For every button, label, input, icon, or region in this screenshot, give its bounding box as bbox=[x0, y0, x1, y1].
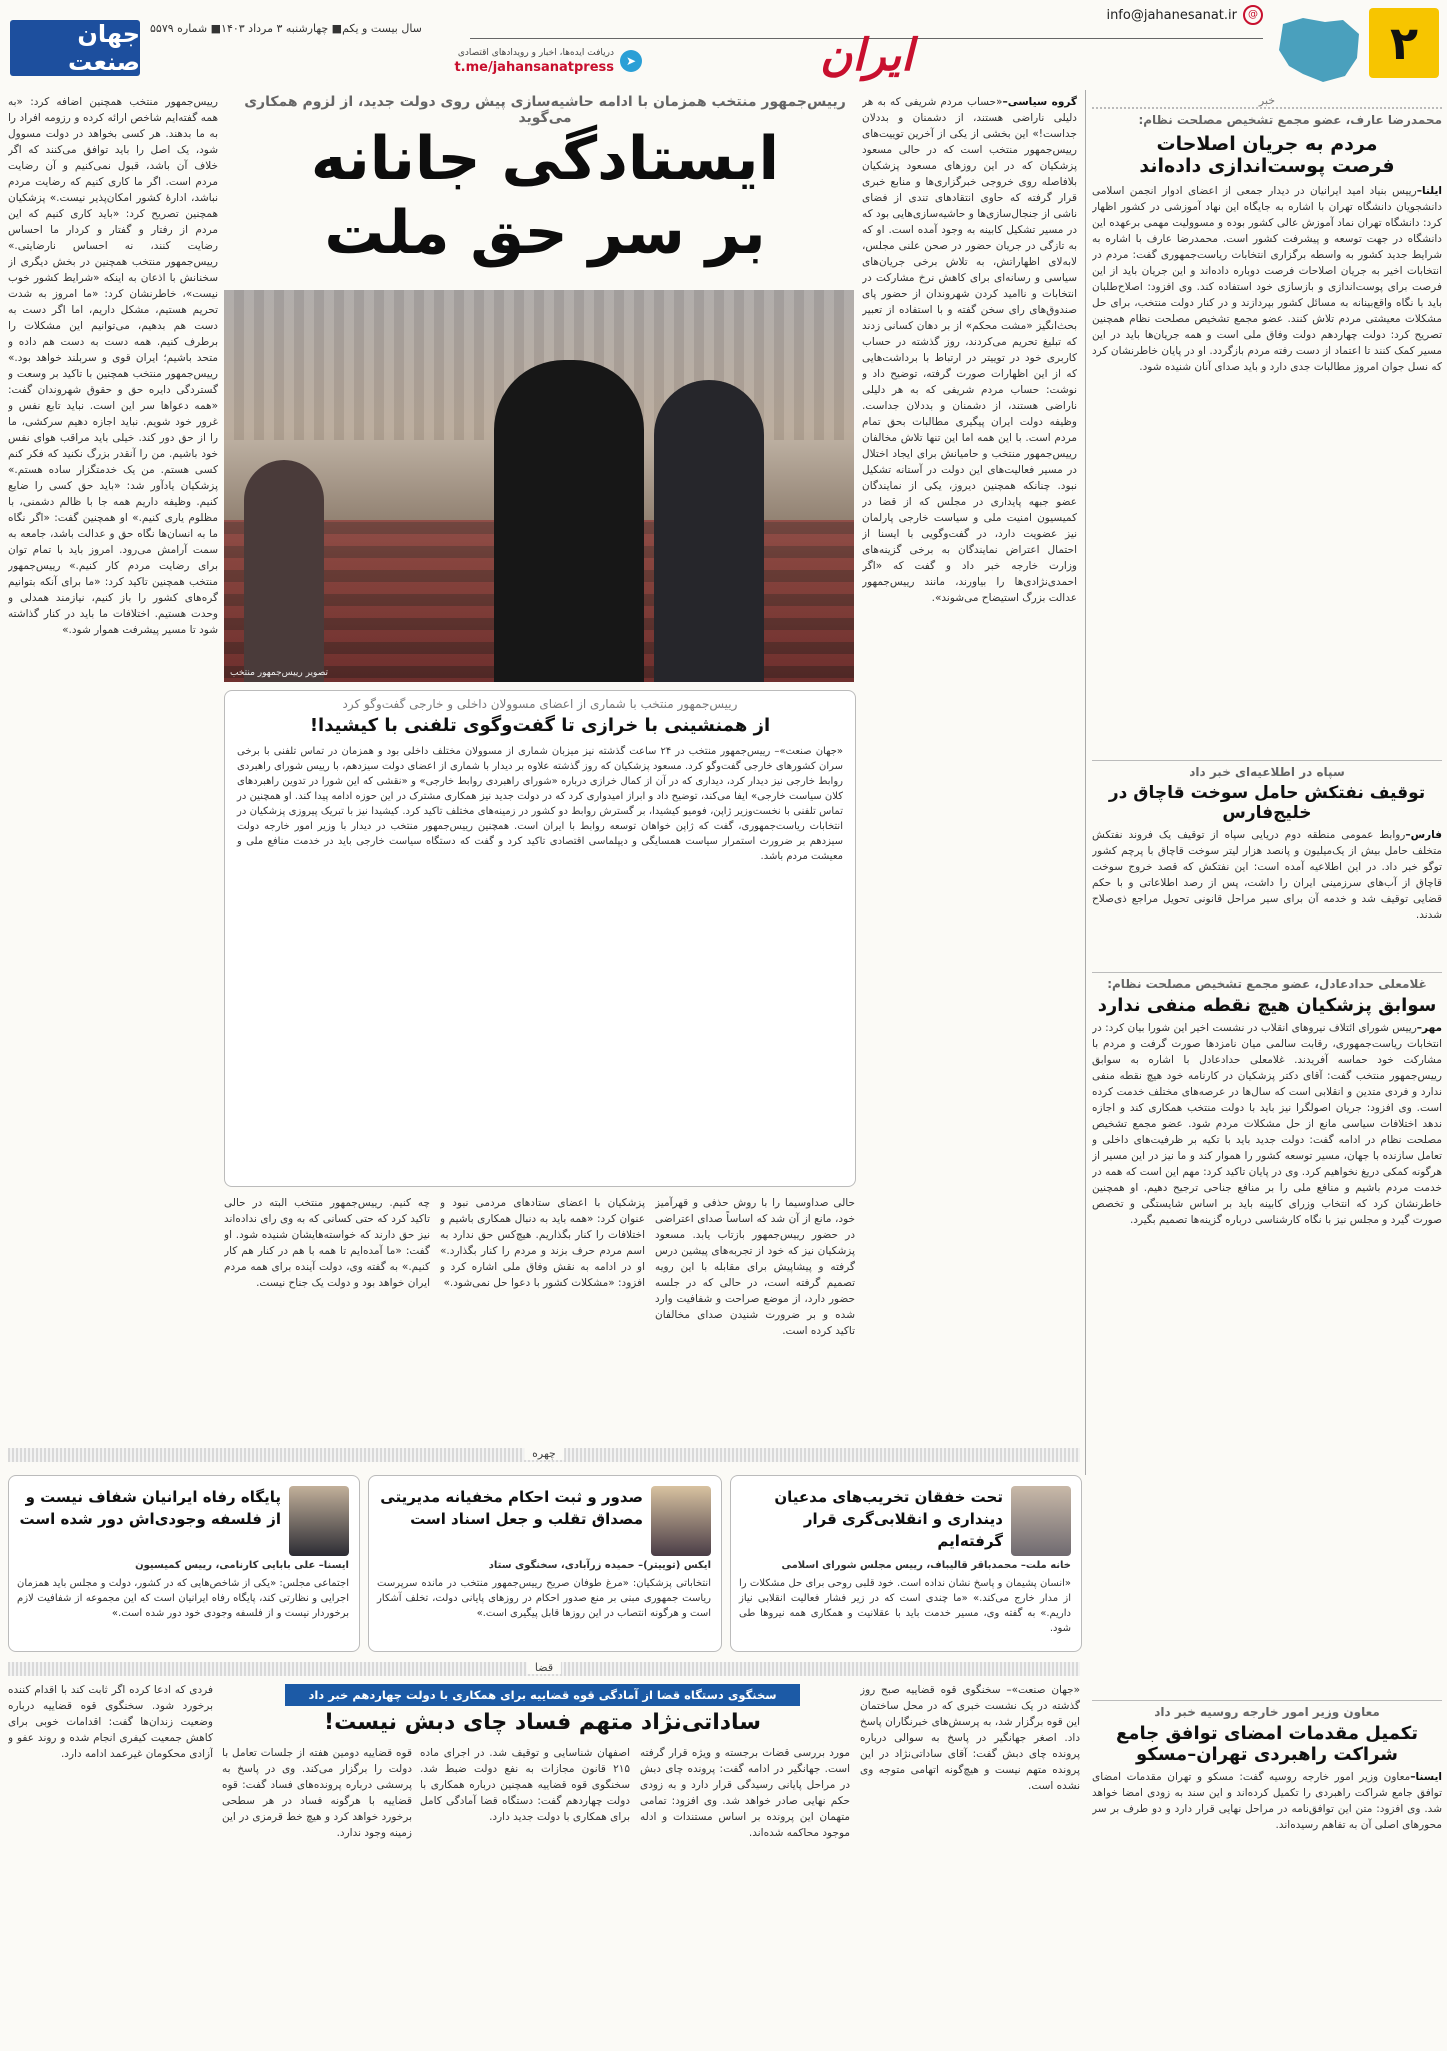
sidebar-news-3-title: سوابق پزشکیان هیچ نقطه منفی ندارد bbox=[1097, 995, 1437, 1016]
sidebar-news-4-title-1: تکمیل مقدمات امضای توافق جامع bbox=[1116, 1723, 1418, 1744]
sidebar-news-4-body bbox=[1092, 1769, 1442, 1833]
sidebar-news-4-lead: ایسنا– bbox=[1410, 1771, 1442, 1783]
judiciary-title: ساداتی‌نژاد متهم فساد چای دبش نیست! bbox=[324, 1710, 761, 1735]
judiciary-col-3 bbox=[420, 1745, 630, 2045]
judiciary-col-2-text: مورد بررسی قضات برجسته و ویژه قرار گرفته است. جهانگیر در ادامه گفت: پرونده چای دبش در مراحل پایانی رسیدگی قرار دارد و به زودی حکم نهایی صادر خواهد شد. وی افزود: تمامی متهمان این پرونده بر اساس مستندات و ادله موجود محاکمه شده‌اند. bbox=[640, 1747, 850, 1839]
judiciary-col-4 bbox=[222, 1745, 412, 2045]
sidebar-news-4-kicker: معاون وزیر امور خارجه روسیه خبر داد bbox=[1092, 1700, 1442, 1719]
main-column-center bbox=[862, 94, 1077, 1189]
boxed-story-text: «جهان صنعت»– رییس‌جمهور منتخب در ۲۴ ساعت گذشته نیز میزبان شماری از مسوولان مختلف داخلی بود و همزمان در تماس تلفنی با برخی سران کشورهای خارجی گفت‌وگو کرد. مسعود پزشکیان که روز گذشته علاوه بر دیدار با شماری از اعضای دولت سیزدهم، با رییس شورای راهبردی روابط خارجی نیز دیدار کرد، دیداری که در آن از کمال خرازی درباره «شورای راهبردی روابط خارجی» و «نقشی که این شورا در تدوین راهبردهای کلان سیاست خارجی» ایفا می‌کند، توضیح داد و ابراز امیدواری کرد که در دولت جدید نیز همکاری مشترک در این حوزه ادامه پیدا کند. او همچنین در تماس تلفنی با نخست‌وزیر ژاپن، فومیو کیشیدا، بر گسترش روابط دو کشور در زمینه‌های مختلف تاکید کرد. کیشیدا نیز با تبریک پیروزی پزشکیان در انتخابات ریاست‌جمهوری، گفت که ژاپن خواهان توسعه روابط با ایران است. همچنین رییس‌جمهور منتخب در دیدار با وزیر امور خارجه دولت سیزدهم بر ضرورت استمرار سیاست همسایگی و دیپلماسی اقتصادی تاکید کرد و گفت که دستگاه سیاست خارجی باید در خدمت منافع ملی و معیشت مردم باشد. bbox=[237, 746, 844, 862]
sidebar-news-2-kicker: سپاه در اطلاعیه‌ای خبر داد bbox=[1092, 760, 1442, 779]
main-column-center-lead: گروه سیاسی– bbox=[1002, 96, 1077, 108]
main-bottom-col-2 bbox=[440, 1195, 645, 1435]
main-bottom-col-1-text: حالی صداوسیما را با روش حذفی و قهرآمیز خود، مانع از آن شد که اساساً صدای اعتراضی در حضور رییس‌جمهور بازتاب یابد. مسعود پزشکیان نیز که خود از تجربه‌های پیشین درس گرفته و پیشاپیش برای مقابله با این رویه تصمیم گرفته است، در حالی که در جلسه حضور دارد، از موضع صراحت و شفافیت وارد شده و بر ضرورت شنیدن صدای مخالفان تاکید کرده است. bbox=[655, 1197, 855, 1337]
telegram-link[interactable]: t.me/jahansanatpress bbox=[454, 60, 614, 75]
telegram-block[interactable] bbox=[452, 48, 642, 78]
sidebar-news-4-text: معاون وزیر امور خارجه روسیه گفت: مسکو و تهران مقدمات امضای توافق جامع شراکت راهبردی را تکمیل کرده‌اند و این سند به زودی امضا خواهد شد. وی افزود: متن این توافق‌نامه در مراحل نهایی قرار دارد و دو طرف بر سر محورهای اصلی آن به تفاهم رسیده‌اند. bbox=[1092, 1771, 1442, 1831]
boxed-story bbox=[224, 690, 856, 1187]
masthead-logo bbox=[10, 20, 140, 76]
sidebar-news-3-kicker: غلامعلی حدادعادل، عضو مجمع تشخیص مصلحت نظام: bbox=[1092, 972, 1442, 991]
email-row bbox=[1106, 4, 1263, 26]
face-card-3-byline: ایسنا– علی بابایی کارنامی، رییس کمیسیون bbox=[135, 1560, 349, 1571]
photo-figure-center bbox=[494, 360, 644, 682]
page-number: ۲ bbox=[1389, 16, 1419, 70]
section-title: ایران bbox=[820, 30, 914, 81]
sidebar-news-2 bbox=[1092, 760, 1442, 965]
iran-map-icon bbox=[1273, 14, 1365, 86]
page-header bbox=[0, 0, 1447, 90]
face-card-2-title: صدور و ثبت احکام مخفیانه مدیریتی مصداق تقلب و جعل اسناد است bbox=[380, 1488, 643, 1528]
sidebar-news-3-body bbox=[1092, 1020, 1442, 1228]
main-headline bbox=[225, 122, 865, 270]
judiciary-section-bar bbox=[8, 1662, 1080, 1676]
face-card-2-byline: ایکس (توییتر)– حمیده زرآبادی، سخنگوی ستاد bbox=[488, 1560, 711, 1571]
face-card-1-title: تحت خفقان تخریب‌های مدعیان دینداری و انقلابی‌گری قرار گرفته‌ایم bbox=[774, 1488, 1003, 1550]
boxed-story-title: از همنشینی با خرازی تا گفت‌وگوی تلفنی با کیشیدا! bbox=[309, 715, 771, 736]
photo-caption: تصویر رییس‌جمهور منتخب bbox=[230, 668, 329, 678]
main-bottom-col-3-text: چه کنیم. رییس‌جمهور منتخب البته در حالی تاکید کرد که حتی کسانی که به وی رای نداده‌اند نیز حق دارند که خواسته‌هایشان شنیده شود. او گفت: «ما آمده‌ایم تا همه با هم در کنار هم کار کنیم.» به گفته وی، دولت آینده برای همه مردم ایران خواهد بود و دولت یک جناح نیست. bbox=[224, 1197, 430, 1289]
face-card-1-avatar bbox=[1011, 1486, 1071, 1556]
main-column-left-text: رییس‌جمهور منتخب همچنین اضافه کرد: «به همه گفته‌ایم شاخص ارائه کرده و رزومه افراد را به ما بدهند. هر کسی بخواهد در دولت مسوول شود، یک اصل را باید توافق می‌کنند که اگر خلاف آن باشد، قبول نمی‌کنیم و آن رضایت مردم است. اگر ما کاری کنیم که رضایت مردم نباشد، ادارهٔ کشور امکان‌پذیر نیست.» پزشکیان همچنین تصریح کرد: «باید کاری کنیم که این مردم از رفتار و گفتار و کردار ما احساس رضایت کنند، نه احساس نارضایتی.» رییس‌جمهور منتخب همچنین در بخش دیگری از سخنانش با اذعان به اینکه «شرایط کشور خوب نیست»، خاطرنشان کرد: «ما امروز به شدت تحریم هستیم، مشکل داریم، اما اگر دست به دست هم بدهیم، می‌توانیم این مشکلات را برطرف کنیم. همه دست به دست هم داده و متحد باشیم؛ ایران قوی و سربلند خواهد بود.» رییس‌جمهور منتخب همچنین با تاکید بر وسعت و گستردگی دایره حق و حقوق شهروندان گفت: «همه دعواها سر این است. نباید تابع نفس و غرور خود شویم. نباید اجازه دهیم سرکشی، ما را از حق دور کند. خیلی باید مراقب هوای نفس خود باشیم. من را آنقدر بزرگ نکنید که فکر کنم کسی هستم. من یک خدمتگزار ساده هستم.» پزشکیان یادآور شد: «باید حق کسی را ضایع کنیم. وظیفه داریم همه جا با ظالم دشمنی، با مظلوم یاری کنیم.» او همچنین گفت: «اگر نگاه ما به انسان‌ها نگاه حق و عدالت باشد، جامعه به سمت آرامش می‌رود. امروز باید با تمام توان برای رضایت مردم کار کنیم.» رییس‌جمهور منتخب همچنین تاکید کرد: «ما برای آنکه بتوانیم گره‌های کشور را باز کنیم، نیازمند همدلی و وحدت هستیم. اختلافات ما باید در کنار گذاشته شود تا مسیر پیشرفت هموار شود.» bbox=[8, 96, 218, 636]
sidebar-news-1-title-1: مردم به جریان اصلاحات bbox=[1156, 133, 1378, 155]
main-column-center-body bbox=[862, 94, 1077, 606]
main-column-center-text: «حساب مردم شریفی که به هر دلیلی ناراضی هستند، از دشمنان و بددلان جداست!» این بخشی از یکی از آخرین توییت‌های رییس‌جمهور منتخب است که در حالی مسعود پزشکیان که در این روزهای مسعود پزشکیان بلافاصله روی خروجی خبرگزاری‌ها و منابع خبری قرار گرفته که حاوی انتقادهای تندی از فضای ناشی از جنجال‌سازی‌ها و حاشیه‌سازی‌هایی بود که در مسیر تشکیل کابینه به وجود آمده است. او که به تازگی در جریان حضور در صحن علنی مجلس، لابه‌لای اظهاراتش، به تلاش برخی جریان‌های سیاسی و رسانه‌ای برای کاهش نرخ مشارکت در انتخابات و ناامید کردن شهروندان از حضور پای صندوق‌های رای سخن گفته و با استفاده از تعبیر بحث‌انگیز «مشت محکم» از بر دهان کسانی زدند که تبلیغ تحریم می‌کردند، روز گذشته در حساب کاربری خود در توییتر در ارتباط با برداشت‌هایی که از این اظهارات صورت گرفته، توضیح داد و نوشت: حساب مردم شریفی که به هر دلیلی ناراضی هستند، از دشمنان و بددلان جداست. وظیفه دولت ایران پیگیری مطالبات بحق تمام مردم است. با این همه اما این تنها تلاش مخالفان رییس‌جمهور منتخب و حامیانش برای ایجاد اختلال در مسیر فعالیت‌های این دولت در آستانه تشکیل نبود. چنانکه همچنین دیروز، یکی از نمایندگان عضو جبهه پایداری در مجلس که از قضا در کمیسیون امنیت ملی و سیاست خارجی پارلمان نیز عضویت دارد، در گفت‌وگویی با ایسنا از احتمال اعتراض نمایندگان به برخی گزینه‌های وزارت خارجه خبر داد و گفت که «اگر احمدی‌نژادی‌ها را بیاورند، مانند رییس‌جمهور عدالت بزرگ استیضاح می‌شوند». bbox=[862, 96, 1077, 604]
issue-info: سال بیست و یکم■ چهارشنبه ۳ مرداد ۱۴۰۳■ شماره ۵۵۷۹ bbox=[150, 22, 422, 35]
sidebar-news-3-lead: مهر– bbox=[1416, 1022, 1442, 1034]
face-card-2 bbox=[368, 1475, 722, 1652]
sidebar-news-2-lead: فارس– bbox=[1405, 829, 1442, 841]
judiciary-col-4-text: قوه قضاییه دومین هفته از جلسات تعامل با دولت را برگزار می‌کند. وی در پاسخ به پرسشی درباره پرونده‌های فساد گفت: قوه قضاییه با هرگونه فساد در هر سطحی برخورد خواهد کرد و هیچ خط قرمزی در این زمینه وجود ندارد. bbox=[222, 1747, 412, 1839]
masthead-logo-text: جهان صنعت bbox=[68, 20, 140, 76]
judiciary-col-1 bbox=[860, 1682, 1080, 2047]
faces-section-label: چهره bbox=[524, 1447, 564, 1460]
sidebar-news-4 bbox=[1092, 1700, 1442, 2045]
main-bottom-col-1 bbox=[655, 1195, 855, 1435]
main-bottom-col-2-text: پزشکیان با اعضای ستادهای مردمی نبود و عنوان کرد: «همه باید به دنبال همکاری باشیم و اختلافات را کنار بگذاریم. هیچ‌کس حق ندارد به اسم مردم حرف بزند و مردم را کنار بگذارد.» او در ادامه به نقش وفاق ملی اشاره کرد و افزود: «مشکلات کشور با دعوا حل نمی‌شود.» bbox=[440, 1197, 645, 1289]
telegram-text: دریافت ایده‌ها، اخبار و رویدادهای اقتصادی bbox=[457, 48, 614, 58]
judiciary-col-2 bbox=[640, 1745, 850, 2045]
face-card-3-title: پایگاه رفاه ایرانیان شفاف نیست و از فلسفه وجودی‌اش دور شده است bbox=[19, 1488, 281, 1528]
sidebar-news-3 bbox=[1092, 972, 1442, 1687]
face-card-2-text: انتخاباتی پزشکیان: «مرغ طوفان صریح رییس‌جمهور منتخب در مانده سرپرست ریاست جمهوری مبنی بر منع صدور احکام در روزهای پایانی دولت، تخلف آشکار است و هرگونه انتصاب در این روزها قابل پیگیری است.» bbox=[377, 1578, 711, 1619]
face-card-3-avatar bbox=[289, 1486, 349, 1556]
face-card-2-avatar bbox=[651, 1486, 711, 1556]
main-photo bbox=[224, 290, 854, 682]
page-number-badge bbox=[1369, 8, 1439, 78]
sidebar-news-1 bbox=[1092, 94, 1442, 754]
main-kicker: رییس‌جمهور منتخب همزمان با ادامه حاشیه‌سازی پیش روی دولت جدید، از لزوم همکاری می‌گوید bbox=[244, 94, 846, 126]
photo-figure-right bbox=[654, 380, 764, 682]
main-headline-line-2: بر سر حق ملت bbox=[324, 198, 766, 268]
sidebar-news-1-title-2: فرصت پوست‌اندازی داده‌اند bbox=[1139, 155, 1395, 177]
face-card-3 bbox=[8, 1475, 360, 1652]
sidebar-news-2-title: توقیف نفتکش حامل سوخت قاچاق در خلیج‌فارس bbox=[1108, 783, 1426, 823]
faces-section-bar bbox=[8, 1448, 1080, 1462]
face-card-1 bbox=[730, 1475, 1082, 1652]
sidebar-news-4-title-2: شراکت راهبردی تهران–مسکو bbox=[1135, 1744, 1398, 1765]
sidebar-news-1-body bbox=[1092, 183, 1442, 375]
telegram-icon: ➤ bbox=[620, 50, 642, 72]
email-link[interactable]: info@jahanesanat.ir bbox=[1106, 7, 1237, 23]
judiciary-col-3-text: اصفهان شناسایی و توقیف شد. در اجرای ماده ۲۱۵ قانون مجازات به نفع دولت ضبط شد. سخنگوی قوه قضاییه همچنین درباره همکاری با دولت چهاردهم گفت: دستگاه قضا آمادگی کامل برای همکاری با دولت جدید دارد. bbox=[420, 1747, 630, 1823]
face-card-1-byline: خانه ملت– محمدباقر قالیباف، رییس مجلس شورای اسلامی bbox=[781, 1560, 1071, 1571]
main-bottom-col-3 bbox=[224, 1195, 430, 1435]
judiciary-kicker-bar bbox=[285, 1684, 800, 1706]
main-headline-line-1: ایستادگی جانانه bbox=[310, 124, 780, 194]
sidebar-news-1-lead: ایلنا– bbox=[1416, 185, 1442, 197]
email-icon: @ bbox=[1243, 5, 1263, 25]
main-column-left bbox=[8, 94, 218, 1429]
sidebar-news-1-tag: خبر bbox=[1092, 94, 1442, 109]
face-card-3-text: اجتماعی مجلس: «یکی از شاخص‌هایی که در کشور، دولت و مجلس باید همزمان اجرایی و نظارتی کند، پایگاه رفاه ایرانیان است که این مجموعه از شفافیت لازم برخوردار نیست و از فلسفه وجودی خود دور شده است.» bbox=[17, 1578, 349, 1619]
sidebar-news-2-body bbox=[1092, 827, 1442, 923]
judiciary-col-5-text: فردی که ادعا کرده اگر ثابت کند با اقدام کننده برخورد شود. سخنگوی قوه قضاییه درباره وضعیت زندان‌ها گفت: اقدامات خوبی برای کاهش جمعیت کیفری انجام شده و روند عفو و آزادی محکومان غیرعمد ادامه دارد. bbox=[8, 1684, 213, 1760]
face-card-1-text: «انسان پشیمان و پاسخ نشان نداده است. خود قلبی روحی برای حل مشکلات را از مدار خارج می‌کند.» «ما چندی است که در زیر فشار فعالیت انقلابی نیاز داریم.» به گفته وی، مسیر خدمت باید با عقلانیت و همکاری همه نیروها طی شود. bbox=[739, 1578, 1071, 1634]
boxed-story-kicker: رییس‌جمهور منتخب با شماری از اعضای مسوولان داخلی و خارجی گفت‌وگو کرد bbox=[342, 697, 738, 711]
sidebar-news-2-text: روابط عمومی منطقه دوم دریایی سپاه از توقیف یک فروند نفتکش متخلف حامل بیش از یک‌میلیون و پانصد هزار لیتر سوخت قاچاق با پرچم کشور توگو خبر داد. در این اطلاعیه آمده است: این نفتکش که قصد خروج سوخت قاچاق از آب‌های سرزمینی ایران را داشت، پس از رصد اطلاعاتی و با حکم قضایی توقیف شد و خدمه آن برای سیر مراحل قانونی تحویل مراجع ذی‌صلاح شدند. bbox=[1092, 829, 1442, 921]
judiciary-section-label: قضا bbox=[527, 1661, 561, 1674]
sidebar-news-3-text: رییس شورای ائتلاف نیروهای انقلاب در نشست اخیر این شورا بیان کرد: در انتخابات ریاست‌جمهوری، رقابت سالمی میان نامزدها صورت گرفت و مردم با مشارکت خود حماسه آفریدند. غلامعلی حدادعادل با اشاره به سوابق رییس‌جمهور منتخب گفت: آقای دکتر پزشکیان در کارنامه خود هیچ نقطه منفی ندارد و فردی متدین و انقلابی است که سال‌ها در عرصه‌های مختلف خدمت کرده است. وی افزود: جریان اصولگرا نیز باید با دولت منتخب همکاری کند و اجازه ندهد اختلافات سیاسی مانع از حل مشکلات مردم شود. عضو مجمع تشخیص مصلحت نظام در ادامه گفت: دولت جدید باید با تکیه بر ظرفیت‌های داخلی و تعامل سازنده با جهان، مسیر توسعه کشور را هموار کند و ما نیز در این مسیر از هرگونه کمکی دریغ نخواهیم کرد. وی در پایان تاکید کرد: مهم این است که همه در خدمت مردم باشیم و منافع ملی را بر منافع جناحی ترجیح دهیم. او همچنین خاطرنشان کرد که انتخاب وزرای کابینه باید بر اساس شایستگی و تخصص صورت گیرد و مجلس نیز با نگاه کارشناسی درباره گزینه‌ها تصمیم بگیرد. bbox=[1092, 1022, 1442, 1226]
sidebar-news-1-kicker: محمدرضا عارف، عضو مجمع تشخیص مصلحت نظام: bbox=[1138, 113, 1442, 127]
judiciary-col-1-text: «جهان صنعت»– سخنگوی قوه قضاییه صبح روز گذشته در یک نشست خبری که در محل ساختمان این قوه برگزار شد، به پرسش‌های خبرنگاران پاسخ داد. اصغر جهانگیر در پاسخ به سوالی درباره پرونده چای دبش گفت: آقای ساداتی‌نژاد در این پرونده متهم نیست و هیچ‌گونه اتهامی متوجه وی نشده است. bbox=[860, 1684, 1080, 1792]
sidebar-news-1-text: رییس بنیاد امید ایرانیان در دیدار جمعی از اعضای ادوار انجمن اسلامی دانشجویان دانشگاه تهران با اشاره به جایگاه این نهاد آموزشی در کشور اظهار کرد: دانشگاه تهران نماد آموزش عالی کشور بوده و مسوولیت مهمی برعهده این دانشگاه در جهت توسعه و پیشرفت کشور است. محمدرضا عارف با اشاره به شرایط جدید کشور به واسطه برگزاری انتخابات ریاست‌جمهوری گفت: مردم در انتخابات اخیر به جریان اصلاحات فرصت دوباره داده‌اند و این جریان باید از این فرصت برای پوست‌اندازی و بازسازی خود استفاده کند. وی افزود: اصلاح‌طلبان باید با نگاه واقع‌بینانه به مسائل کشور بپردازند و در کنار دولت منتخب، برای حل مشکلات معیشتی مردم تلاش کنند. عضو مجمع تشخیص مصلحت نظام همچنین تصریح کرد: دولت چهاردهم دولت وفاق ملی است و همه جریان‌ها باید در این مسیر کمک کنند تا اعتماد از دست رفته مردم بازگردد. او در پایان خاطرنشان کرد که نسل جوان امروز مطالبات جدی دارد و باید صدای آنان شنیده شود. bbox=[1092, 185, 1442, 373]
photo-figure-left bbox=[244, 460, 324, 682]
judiciary-col-5 bbox=[8, 1682, 213, 2047]
sidebar-divider bbox=[1085, 90, 1086, 1475]
judiciary-kicker: سخنگوی دستگاه قضا از آمادگی قوه قضاییه برای همکاری با دولت چهاردهم خبر داد bbox=[308, 1688, 777, 1702]
